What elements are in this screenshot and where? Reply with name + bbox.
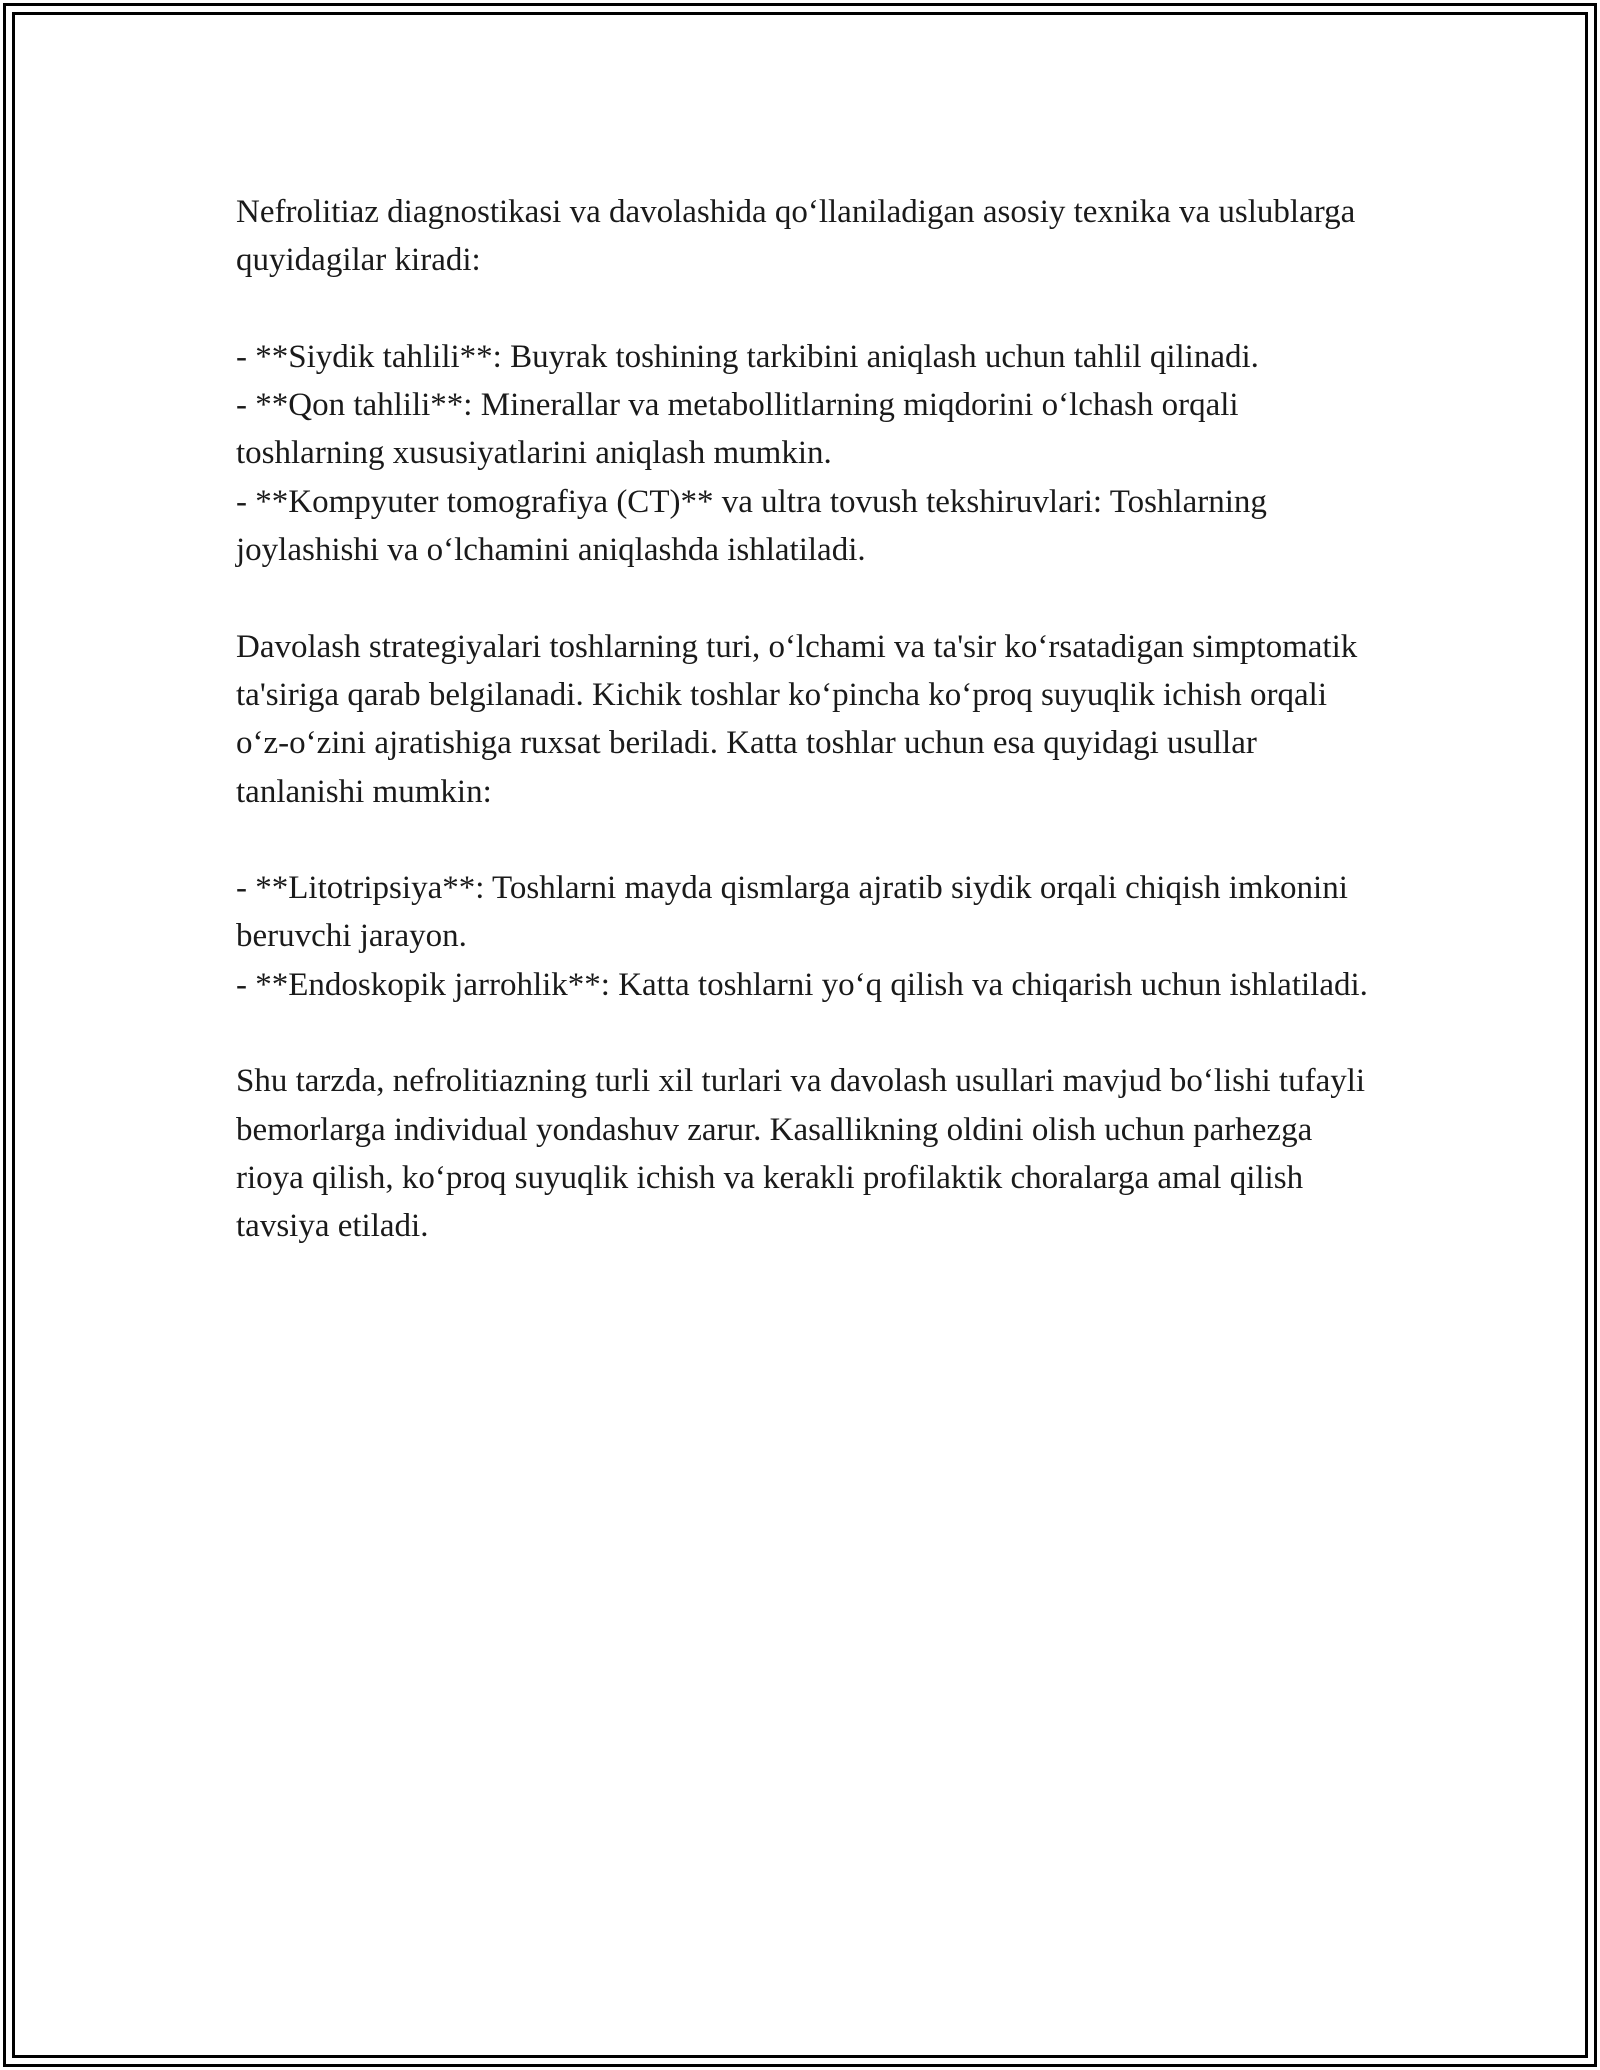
treatment-paragraph: Davolash strategiyalari toshlarning turi, o‘lchami va ta'sir ko‘rsatadigan simptomatik ta'siriga qarab belgilanadi. Kichik toshlar ko‘pincha ko‘proq suyuqlik ichish orqali o‘z-o‘zini ajratishiga ruxsat beriladi. Katta toshlar uchun esa quyidagi usullar tanlanishi mumkin:	[236, 628, 1358, 810]
list-item-endoskopik-jarrohlik: - **Endoskopik jarrohlik**: Katta toshlarni yo‘q qilish va chiqarish uchun ishlatiladi.	[236, 966, 1368, 1003]
paragraph-gap	[236, 285, 1371, 333]
list-item-kompyuter-tomografiya: - **Kompyuter tomografiya (CT)** va ultra tovush tekshiruvlari: Toshlarning joylashishi va o‘lchamini aniqlashda ishlatiladi.	[236, 483, 1267, 569]
intro-paragraph: Nefrolitiaz diagnostikasi va davolashida qo‘llaniladigan asosiy texnika va uslublarga quyidagilar kiradi:	[236, 194, 1356, 279]
document-body	[236, 188, 1371, 1251]
list-item-qon-tahlili: - **Qon tahlili**: Minerallar va metabollitlarning miqdorini o‘lchash orqali toshlarning xususiyatlarini aniqlash mumkin.	[236, 387, 1239, 472]
paragraph-gap	[236, 574, 1371, 622]
list-item-siydik-tahlili: - **Siydik tahlili**: Buyrak toshining tarkibini aniqlash uchun tahlil qilinadi.	[236, 338, 1259, 375]
paragraph-gap	[236, 816, 1371, 864]
list-item-litotripsiya: - **Litotripsiya**: Toshlarni mayda qismlarga ajratib siydik orqali chiqish imkonini beruvchi jarayon.	[236, 870, 1348, 955]
paragraph-gap	[236, 1009, 1371, 1057]
conclusion-paragraph: Shu tarzda, nefrolitiazning turli xil turlari va davolash usullari mavjud bo‘lishi tufayli bemorlarga individual yondashuv zarur. Kasallikning oldini olish uchun parhezga rioya qilish, ko‘proq suyuqlik ichish va kerakli profilaktik choralarga amal qilish tavsiya etiladi.	[236, 1063, 1366, 1245]
